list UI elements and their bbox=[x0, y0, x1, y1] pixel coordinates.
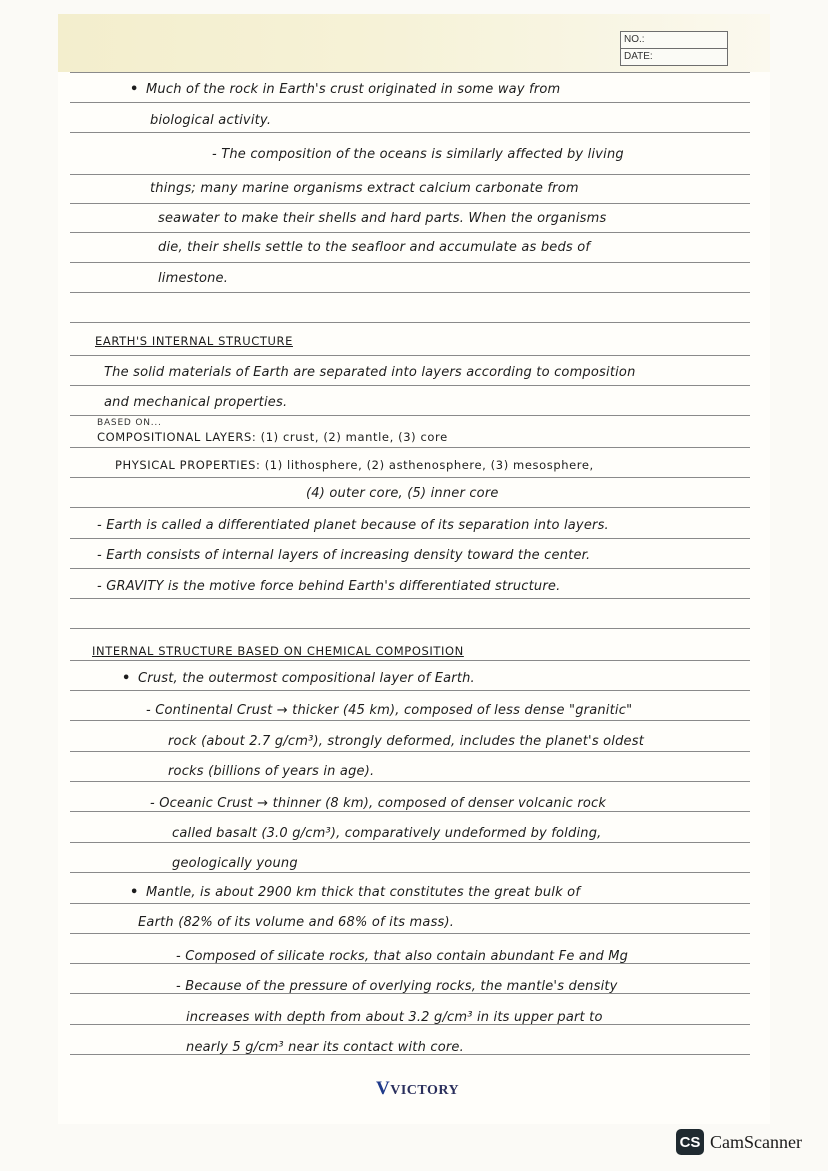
note-line: biological activity. bbox=[150, 113, 272, 128]
ruled-line bbox=[70, 477, 750, 478]
note-line: - Because of the pressure of overlying rocks, the mantle's density bbox=[176, 979, 618, 994]
ruled-line bbox=[70, 415, 750, 416]
note-line: - Composed of silicate rocks, that also contain abundant Fe and Mg bbox=[176, 949, 629, 964]
note-line: - The composition of the oceans is similarly affected by living bbox=[212, 147, 624, 162]
camscanner-watermark bbox=[676, 1128, 802, 1156]
note-line: - GRAVITY is the motive force behind Earth's differentiated structure. bbox=[97, 579, 561, 594]
note-line: nearly 5 g/cm³ near its contact with core. bbox=[186, 1040, 464, 1055]
note-line: limestone. bbox=[158, 271, 229, 286]
note-line: COMPOSITIONAL LAYERS: (1) crust, (2) mantle, (3) core bbox=[97, 430, 448, 444]
ruled-line bbox=[70, 751, 750, 752]
note-line: - Earth consists of internal layers of increasing density toward the center. bbox=[97, 548, 591, 563]
note-line: things; many marine organisms extract calcium carbonate from bbox=[150, 181, 579, 196]
note-line: rock (about 2.7 g/cm³), strongly deformed, includes the planet's oldest bbox=[168, 734, 645, 749]
ruled-line bbox=[70, 598, 750, 599]
ruled-line bbox=[70, 232, 750, 233]
ruled-line bbox=[70, 262, 750, 263]
note-line: (4) outer core, (5) inner core bbox=[306, 486, 499, 501]
note-line: Earth (82% of its volume and 68% of its mass). bbox=[138, 915, 455, 930]
ruled-line bbox=[70, 660, 750, 661]
note-line: and mechanical properties. bbox=[104, 395, 288, 410]
note-line: • Crust, the outermost compositional layer of Earth. bbox=[138, 671, 475, 687]
note-line: - Earth is called a differentiated planet because of its separation into layers. bbox=[97, 518, 609, 533]
ruled-line bbox=[70, 781, 750, 782]
ruled-line bbox=[70, 538, 750, 539]
ruled-line bbox=[70, 933, 750, 934]
ruled-line bbox=[70, 385, 750, 386]
note-line: - Continental Crust → thicker (45 km), composed of less dense "granitic" bbox=[146, 703, 633, 718]
ruled-line bbox=[70, 628, 750, 629]
note-line: - Oceanic Crust → thinner (8 km), composed of denser volcanic rock bbox=[150, 796, 607, 811]
note-line: • Much of the rock in Earth's crust originated in some way from bbox=[146, 82, 560, 98]
note-annotation: BASED ON... bbox=[97, 418, 162, 428]
note-line: geologically young bbox=[172, 856, 298, 871]
note-line: seawater to make their shells and hard parts. When the organisms bbox=[158, 211, 607, 226]
note-line: The solid materials of Earth are separated into layers according to composition bbox=[104, 365, 636, 380]
ruled-line bbox=[70, 507, 750, 508]
victory-brand-text: VICTORY bbox=[390, 1083, 460, 1098]
ruled-line bbox=[70, 102, 750, 103]
date-label: DATE: bbox=[621, 48, 727, 65]
ruled-line bbox=[70, 174, 750, 175]
ruled-line bbox=[70, 292, 750, 293]
note-line: rocks (billions of years in age). bbox=[168, 764, 375, 779]
note-line: die, their shells settle to the seafloor and accumulate as beds of bbox=[158, 240, 591, 255]
camscanner-logo-icon: CS bbox=[676, 1129, 704, 1155]
victory-mark-icon: V bbox=[376, 1078, 391, 1099]
note-line: PHYSICAL PROPERTIES: (1) lithosphere, (2) asthenosphere, (3) mesosphere, bbox=[115, 458, 594, 472]
victory-logo bbox=[376, 1078, 459, 1100]
ruled-line bbox=[70, 903, 750, 904]
ruled-line bbox=[70, 872, 750, 873]
ruled-line bbox=[70, 568, 750, 569]
number-label: NO.: bbox=[624, 34, 645, 45]
ruled-line bbox=[70, 355, 750, 356]
section-heading: INTERNAL STRUCTURE BASED ON CHEMICAL COMPOSITION bbox=[92, 644, 464, 658]
note-line: called basalt (3.0 g/cm³), comparatively undeformed by folding, bbox=[172, 826, 602, 841]
ruled-line bbox=[70, 203, 750, 204]
note-line: increases with depth from about 3.2 g/cm³ in its upper part to bbox=[186, 1010, 603, 1025]
ruled-line bbox=[70, 132, 750, 133]
ruled-line bbox=[70, 322, 750, 323]
ruled-line bbox=[70, 690, 750, 691]
ruled-line bbox=[70, 720, 750, 721]
ruled-line bbox=[70, 72, 750, 73]
camscanner-name: CamScanner bbox=[710, 1131, 802, 1152]
ruled-line bbox=[70, 842, 750, 843]
ruled-line bbox=[70, 447, 750, 448]
note-line: • Mantle, is about 2900 km thick that constitutes the great bulk of bbox=[146, 885, 580, 901]
number-date-box bbox=[620, 31, 728, 66]
section-heading: EARTH'S INTERNAL STRUCTURE bbox=[95, 334, 293, 348]
